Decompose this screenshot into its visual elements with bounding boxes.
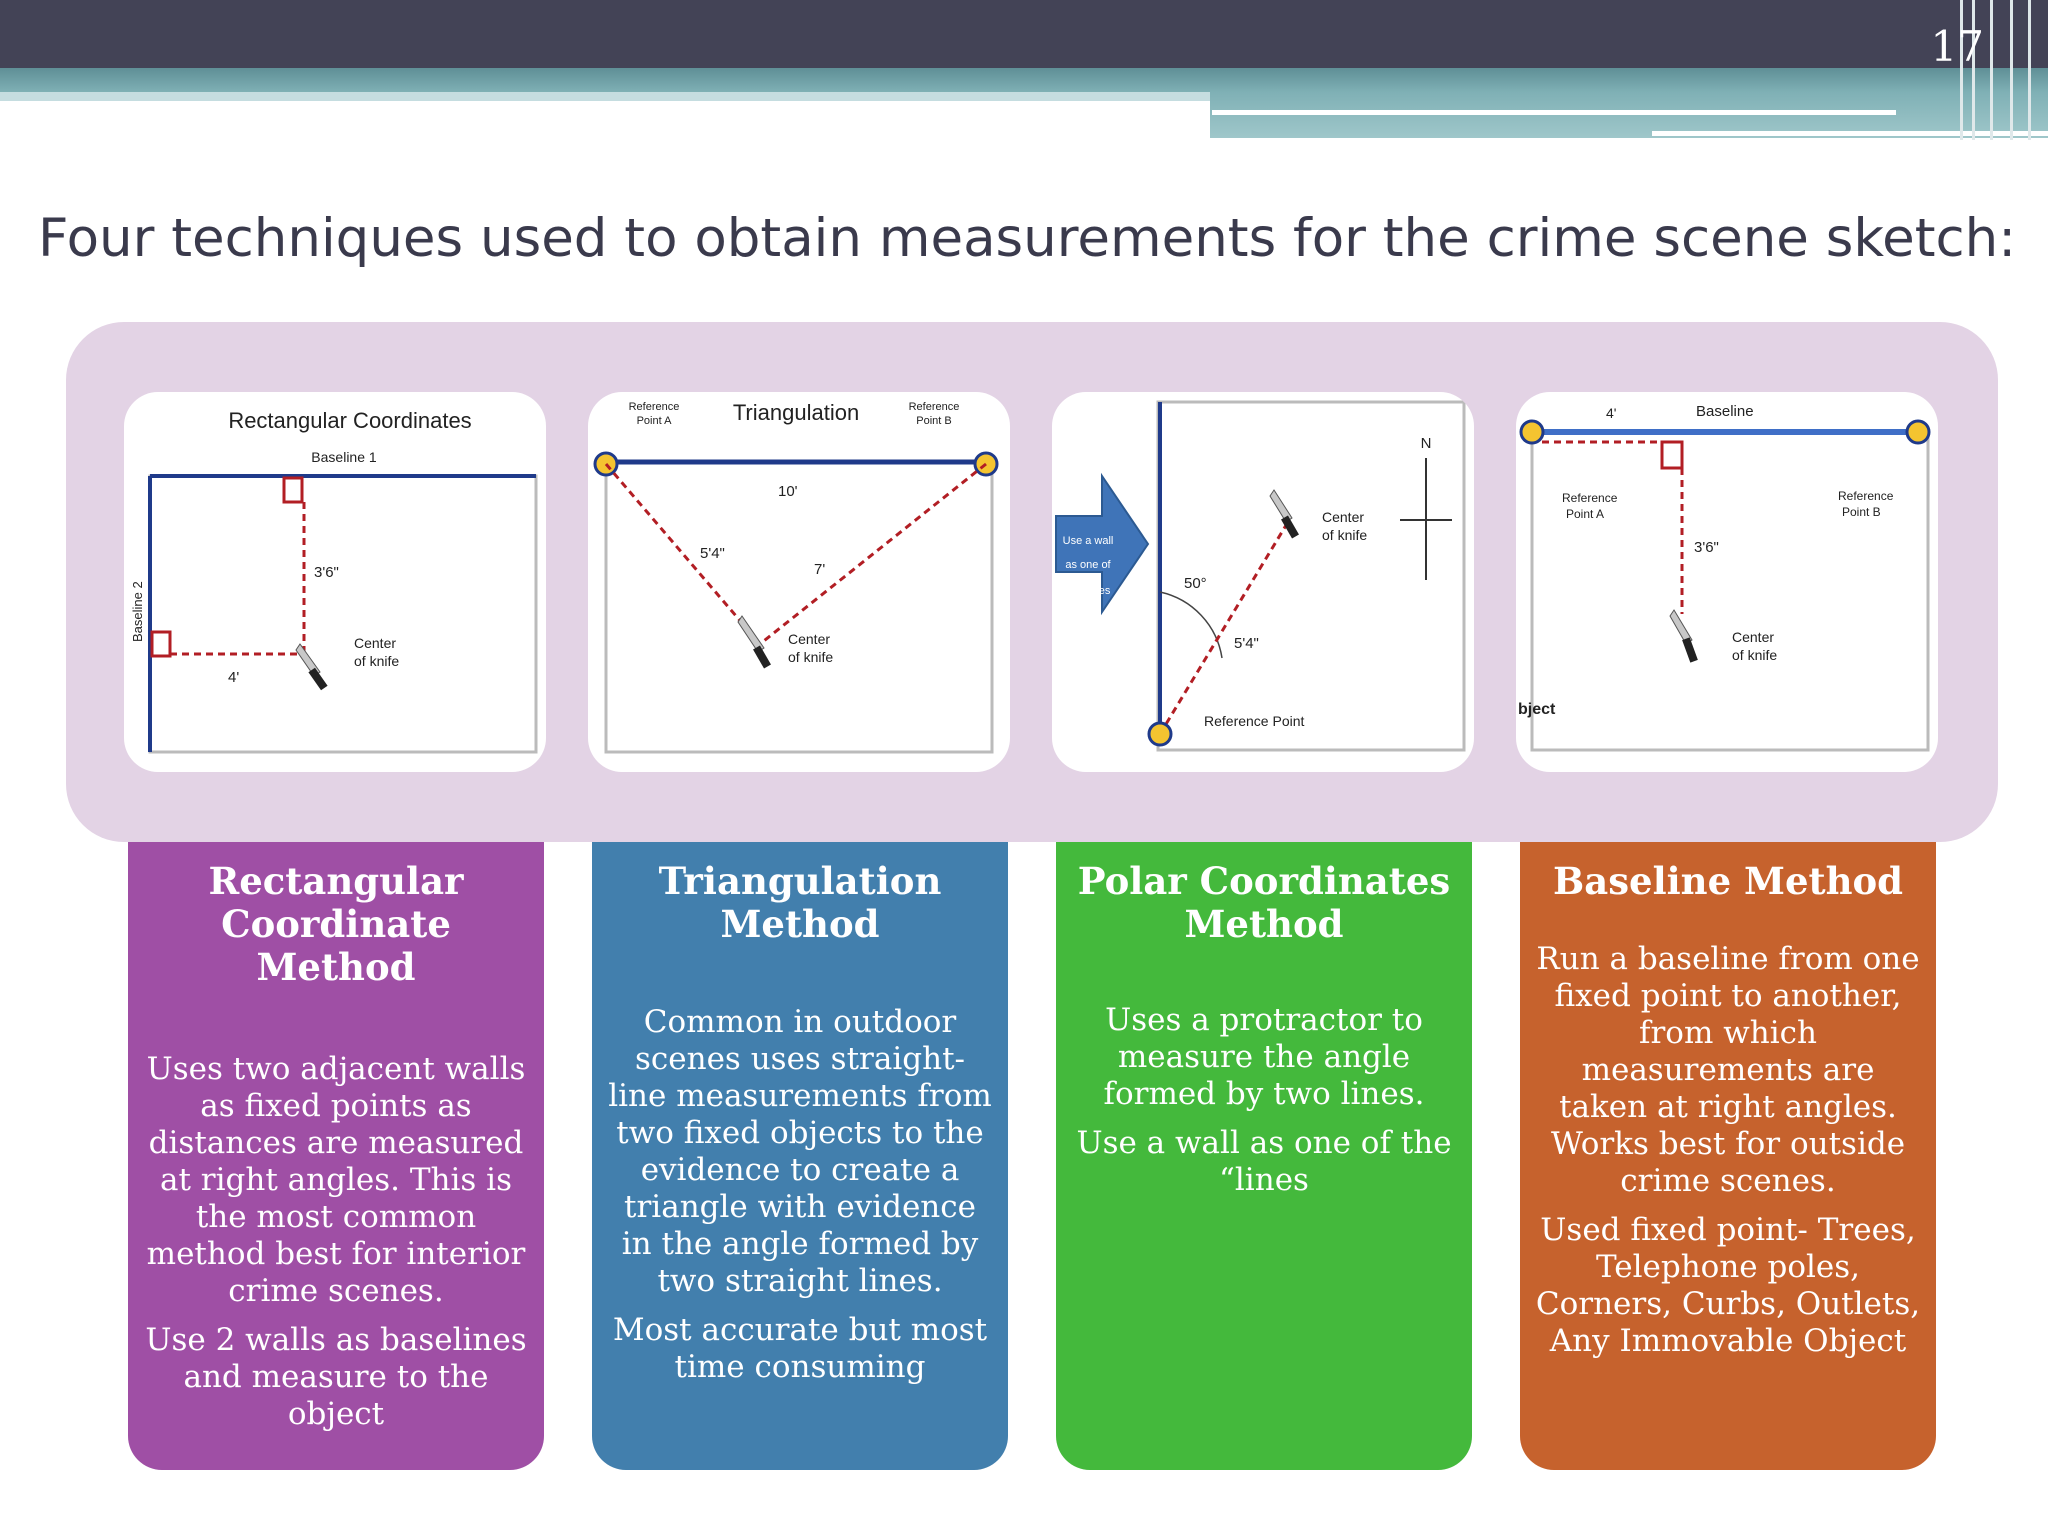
method-description [1520,941,1936,1360]
method-paragraph: Uses two adjacent walls as fixed points as distances are measured at right angles. This is the most common method best for interior crime scenes. [146,1051,526,1309]
right-angle-marker [1662,442,1682,468]
left-measure-line [606,464,760,644]
method-paragraph: Used fixed point- Trees, Telephone poles, Corners, Curbs, Outlets, Any Immovable Object [1535,1212,1921,1359]
center-label: Center [354,635,397,651]
room-outline [150,476,536,752]
header-vertical-rule [1990,0,1993,140]
horizontal-measure-label: 4' [228,669,240,686]
room-outline [1532,432,1928,750]
ref-b-label: Reference [908,401,960,413]
header-divider-line [1652,131,2048,136]
center-label: Center [1732,629,1775,645]
polar-diagram [1052,392,1474,772]
ref-b-label: Reference [1838,489,1894,503]
ref-a-label: Reference [1562,491,1618,505]
method-card-triangulation [592,842,1008,1470]
vertical-measure-label: 3'6" [314,564,339,581]
triangulation-diagram [588,392,1010,772]
method-card-rectangular [128,842,544,1470]
baseline1-label: Baseline 1 [311,449,377,465]
diagram-heading: Triangulation [732,400,860,425]
method-title: Triangulation Method [658,859,942,946]
method-description [1056,1002,1472,1199]
angle-label: 50° [1184,575,1207,592]
header-accent-band [0,68,2048,92]
baseline-diagram [1516,392,1938,772]
method-paragraph: Uses a protractor to measure the angle formed by two lines. [1103,1002,1425,1112]
north-label: N [1420,435,1432,452]
method-title: Polar Coordinates Method [1077,859,1451,946]
diagram-heading: Rectangular Coordinates [228,408,472,433]
knife-handle-icon [1682,637,1698,662]
slide-title: Four techniques used to obtain measurements for the crime scene sketch: [38,208,2017,269]
center-label: Center [1322,509,1365,525]
method-title: Baseline Method [1552,859,1904,903]
method-paragraph: Most accurate but most time consuming [612,1312,988,1385]
arrow-label-line2: as one of [1065,559,1111,571]
header-divider-line [1212,110,1896,115]
baseline2-label: Baseline 2 [130,581,145,642]
method-paragraph: Use a wall as one of the “lines [1076,1125,1452,1198]
object-label: bject [1518,701,1556,718]
right-angle-marker [284,478,302,502]
left-measure-label: 5'4" [700,545,725,562]
method-paragraph: Use 2 walls as baselines and measure to the object [145,1322,527,1432]
distance-line [1160,522,1288,734]
arrow-label: Use a wall [1062,535,1114,547]
reference-point-a [1521,421,1543,443]
vertical-measure-label: 3'6" [1694,539,1719,556]
center-label: Center [788,631,831,647]
ref-b-label-sub: Point B [916,415,952,427]
rectangular-diagram [124,392,546,772]
ref-a-label-sub: Point A [636,415,672,427]
reference-point [1149,723,1171,745]
right-angle-marker [152,632,170,656]
ref-a-label: Reference [628,401,680,413]
reference-point-label: Reference Point [1204,713,1305,729]
method-card-polar [1056,842,1472,1470]
distance-label: 5'4" [1234,635,1259,652]
center-label-sub: of knife [354,653,400,669]
ref-a-label-sub: Point A [1566,507,1605,521]
header-bar [0,0,2048,68]
top-measure-label: 4' [1606,405,1617,421]
header-vertical-rule [2028,0,2031,140]
method-paragraph: Common in outdoor scenes uses straight-line measurements from two fixed objects to the evidence to create a triangle with evidence in the angle formed by two straight lines. [608,1004,992,1299]
baseline-label: Baseline [1696,403,1754,420]
ref-b-label-sub: Point B [1842,505,1881,519]
method-description [592,1004,1008,1386]
right-measure-label: 7' [814,561,826,578]
center-label-sub: of knife [1322,527,1368,543]
header-accent-strip [0,92,1210,101]
method-title: Rectangular Coordinate Method [208,859,464,989]
center-label-sub: of knife [1732,647,1778,663]
center-label-sub: of knife [788,649,834,665]
header-vertical-rule [2010,0,2013,140]
method-card-baseline [1520,842,1936,1470]
top-measure-label: 10' [778,483,798,500]
arrow-label-line3: the "lines [1065,585,1111,597]
method-paragraph: Run a baseline from one fixed point to another, from which measurements are taken at right angles. Works best for outside crime scenes. [1536,941,1920,1199]
method-description [128,1051,544,1433]
page-number: 17 [1930,22,1984,71]
reference-point-b [1907,421,1929,443]
